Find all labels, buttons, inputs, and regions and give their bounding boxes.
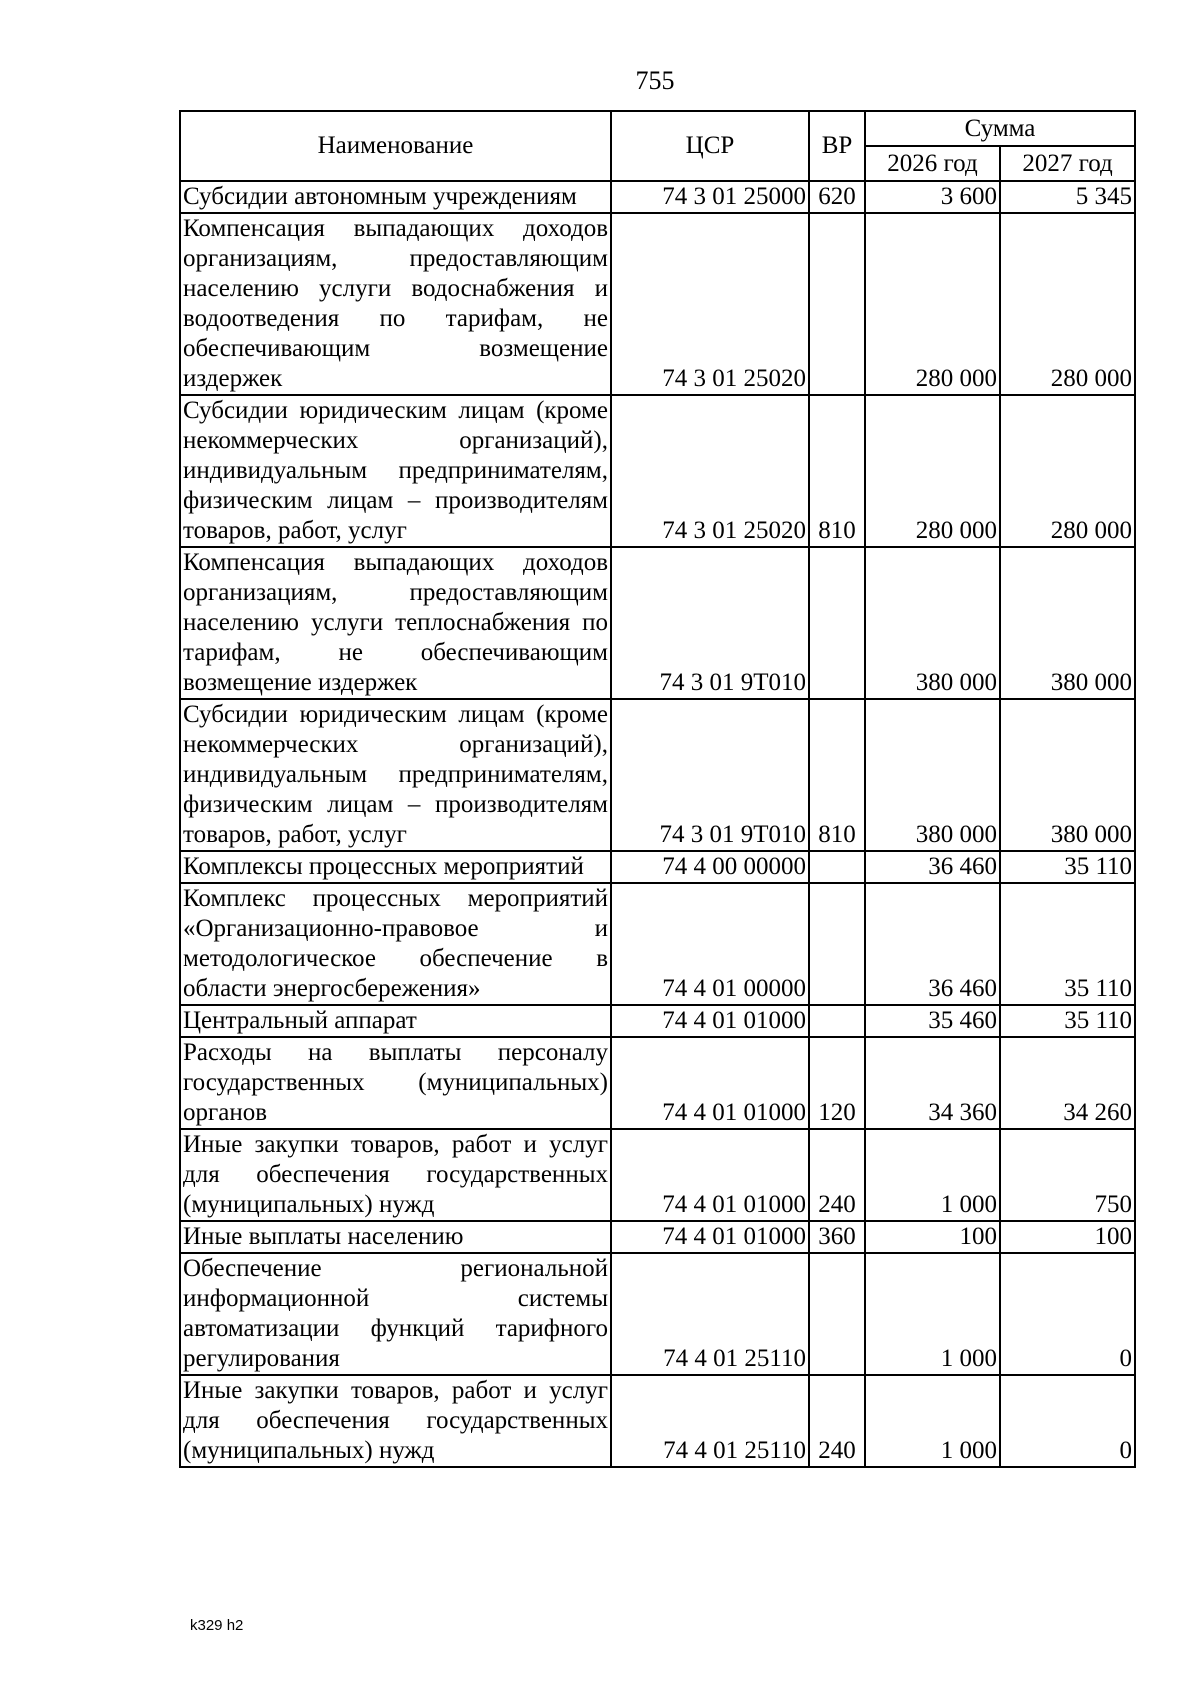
row-csr: 74 4 01 01000 <box>611 1129 809 1221</box>
row-csr: 74 4 00 00000 <box>611 851 809 883</box>
header-csr: ЦСР <box>611 111 809 181</box>
row-name: Иные закупки товаров, работ и услуг для обеспечения государственных (муниципальных) нужд <box>180 1129 611 1221</box>
row-sum-2026: 1 000 <box>865 1375 1000 1467</box>
table-row <box>180 883 1135 1005</box>
table-row <box>180 1253 1135 1375</box>
row-name: Комплексы процессных мероприятий <box>180 851 611 883</box>
row-sum-2027: 380 000 <box>1000 699 1135 851</box>
row-name: Компенсация выпадающих доходов организациям, предоставляющим населению услуги водоснабжения и водоотведения по тарифам, не обеспечивающим возмещение издержек <box>180 213 611 395</box>
row-vr: 120 <box>809 1037 865 1129</box>
row-vr: 810 <box>809 699 865 851</box>
table-row <box>180 181 1135 213</box>
row-sum-2027: 280 000 <box>1000 395 1135 547</box>
table-row <box>180 1221 1135 1253</box>
table-row <box>180 1037 1135 1129</box>
row-sum-2027: 380 000 <box>1000 547 1135 699</box>
row-vr: 810 <box>809 395 865 547</box>
row-vr <box>809 1253 865 1375</box>
row-sum-2027: 100 <box>1000 1221 1135 1253</box>
row-name: Комплекс процессных мероприятий «Организационно-правовое и методологическое обеспечение в области энергосбережения» <box>180 883 611 1005</box>
row-sum-2026: 36 460 <box>865 851 1000 883</box>
row-sum-2026: 36 460 <box>865 883 1000 1005</box>
row-csr: 74 3 01 25000 <box>611 181 809 213</box>
row-vr <box>809 851 865 883</box>
row-csr: 74 3 01 25020 <box>611 395 809 547</box>
row-sum-2027: 35 110 <box>1000 1005 1135 1037</box>
row-vr <box>809 547 865 699</box>
table-row <box>180 395 1135 547</box>
row-vr <box>809 1005 865 1037</box>
row-sum-2027: 0 <box>1000 1253 1135 1375</box>
row-name: Центральный аппарат <box>180 1005 611 1037</box>
row-vr: 360 <box>809 1221 865 1253</box>
row-name: Иные выплаты населению <box>180 1221 611 1253</box>
row-csr: 74 4 01 25110 <box>611 1253 809 1375</box>
header-sum: Сумма <box>865 111 1135 146</box>
row-csr: 74 4 01 01000 <box>611 1037 809 1129</box>
page-number: 755 <box>635 66 675 95</box>
row-sum-2026: 1 000 <box>865 1253 1000 1375</box>
header-year-2027: 2027 год <box>1000 146 1135 181</box>
row-sum-2027: 35 110 <box>1000 883 1135 1005</box>
row-name: Субсидии юридическим лицам (кроме некоммерческих организаций), индивидуальным предпринимателям, физическим лицам – производителям товаров, работ, услуг <box>180 395 611 547</box>
table-row <box>180 1005 1135 1037</box>
row-csr: 74 4 01 25110 <box>611 1375 809 1467</box>
row-sum-2026: 3 600 <box>865 181 1000 213</box>
table-row <box>180 1129 1135 1221</box>
row-name: Расходы на выплаты персоналу государственных (муниципальных) органов <box>180 1037 611 1129</box>
row-sum-2027: 0 <box>1000 1375 1135 1467</box>
row-csr: 74 3 01 9Т010 <box>611 547 809 699</box>
header-year-2026: 2026 год <box>865 146 1000 181</box>
table-row <box>180 547 1135 699</box>
table-body <box>180 181 1135 1467</box>
row-sum-2026: 35 460 <box>865 1005 1000 1037</box>
row-csr: 74 4 01 01000 <box>611 1221 809 1253</box>
row-vr: 240 <box>809 1129 865 1221</box>
table-row <box>180 851 1135 883</box>
row-sum-2027: 35 110 <box>1000 851 1135 883</box>
row-sum-2027: 750 <box>1000 1129 1135 1221</box>
row-sum-2026: 380 000 <box>865 699 1000 851</box>
row-vr <box>809 883 865 1005</box>
table-row <box>180 213 1135 395</box>
row-csr: 74 3 01 25020 <box>611 213 809 395</box>
row-vr: 620 <box>809 181 865 213</box>
header-vr: ВР <box>809 111 865 181</box>
row-vr <box>809 213 865 395</box>
row-sum-2027: 34 260 <box>1000 1037 1135 1129</box>
row-sum-2026: 34 360 <box>865 1037 1000 1129</box>
footer-code: k329 h2 <box>190 1617 244 1634</box>
row-csr: 74 4 01 00000 <box>611 883 809 1005</box>
row-sum-2026: 280 000 <box>865 395 1000 547</box>
row-name: Субсидии юридическим лицам (кроме некоммерческих организаций), индивидуальным предпринимателям, физическим лицам – производителям товаров, работ, услуг <box>180 699 611 851</box>
row-csr: 74 4 01 01000 <box>611 1005 809 1037</box>
row-sum-2026: 1 000 <box>865 1129 1000 1221</box>
row-name: Компенсация выпадающих доходов организациям, предоставляющим населению услуги теплоснабжения по тарифам, не обеспечивающим возмещение издержек <box>180 547 611 699</box>
row-sum-2026: 380 000 <box>865 547 1000 699</box>
row-csr: 74 3 01 9Т010 <box>611 699 809 851</box>
row-sum-2027: 5 345 <box>1000 181 1135 213</box>
row-sum-2026: 280 000 <box>865 213 1000 395</box>
table-row <box>180 1375 1135 1467</box>
row-vr: 240 <box>809 1375 865 1467</box>
table-row <box>180 699 1135 851</box>
header-row <box>180 111 1135 146</box>
row-name: Иные закупки товаров, работ и услуг для обеспечения государственных (муниципальных) нужд <box>180 1375 611 1467</box>
header-name: Наименование <box>180 111 611 181</box>
row-name: Обеспечение региональной информационной системы автоматизации функций тарифного регулирования <box>180 1253 611 1375</box>
row-sum-2027: 280 000 <box>1000 213 1135 395</box>
row-name: Субсидии автономным учреждениям <box>180 181 611 213</box>
budget-table <box>179 110 1136 1468</box>
row-sum-2026: 100 <box>865 1221 1000 1253</box>
